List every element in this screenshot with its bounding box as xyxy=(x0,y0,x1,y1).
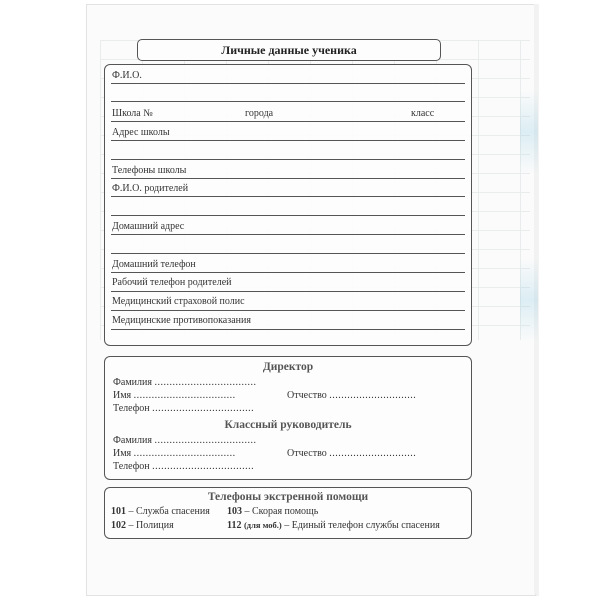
director-patronymic-dots: ............................. xyxy=(329,390,417,401)
emergency-ambulance xyxy=(227,506,318,517)
teacher-name-label: Имя xyxy=(113,448,132,459)
insurance-label: Медицинский страховой полис xyxy=(112,296,245,307)
school-no-label: Школа № xyxy=(112,108,153,119)
teacher-patronymic-field[interactable] xyxy=(287,448,416,459)
home-address-line[interactable] xyxy=(111,234,465,235)
contraindications-line[interactable] xyxy=(111,329,465,330)
parents-fio-label: Ф.И.О. родителей xyxy=(112,183,189,194)
emergency-unified xyxy=(227,520,440,531)
teacher-surname-field[interactable] xyxy=(113,435,256,446)
teacher-phone-label: Телефон xyxy=(113,461,150,472)
emergency-box xyxy=(104,487,472,539)
teacher-title: Классный руководитель xyxy=(224,419,352,431)
police-number: 102 xyxy=(111,520,126,531)
rescue-text: – Служба спасения xyxy=(128,506,210,517)
class-label: класс xyxy=(411,108,435,119)
school-address-line-2[interactable] xyxy=(111,159,465,160)
ambulance-text: – Скорая помощь xyxy=(244,506,319,517)
director-phone-field[interactable] xyxy=(113,403,254,414)
city-label: города xyxy=(245,108,274,119)
contraindications-label: Медицинские противопоказания xyxy=(112,315,251,326)
parents-work-phone-line[interactable] xyxy=(111,291,465,292)
director-phone-label: Телефон xyxy=(113,403,150,414)
police-text: – Полиция xyxy=(128,520,174,531)
home-address-label: Домашний адрес xyxy=(112,221,185,232)
teacher-phone-field[interactable] xyxy=(113,461,254,472)
director-title: Директор xyxy=(262,361,314,373)
personal-data-title: Личные данные ученика xyxy=(137,39,441,61)
school-address-label: Адрес школы xyxy=(112,127,170,138)
parents-fio-line-2[interactable] xyxy=(111,215,465,216)
director-surname-dots: .................................. xyxy=(154,377,257,388)
home-phone-line[interactable] xyxy=(111,272,465,273)
home-phone-label: Домашний телефон xyxy=(112,259,196,270)
school-line[interactable] xyxy=(111,121,465,122)
fio-label: Ф.И.О. xyxy=(112,70,142,81)
director-phone-dots: .................................. xyxy=(152,403,255,414)
school-phones-line[interactable] xyxy=(111,178,465,179)
show-through-color xyxy=(520,90,538,370)
teacher-name-field[interactable] xyxy=(113,448,236,459)
emergency-rescue xyxy=(111,506,210,517)
director-name-dots: .................................. xyxy=(133,390,236,401)
emergency-police xyxy=(111,520,174,531)
teacher-phone-dots: .................................. xyxy=(152,461,255,472)
school-phones-label: Телефоны школы xyxy=(112,165,187,176)
teacher-surname-dots: .................................. xyxy=(154,435,257,446)
director-name-field[interactable] xyxy=(113,390,236,401)
teacher-surname-label: Фамилия xyxy=(113,435,152,446)
unified-note: (для моб.) xyxy=(243,520,282,530)
unified-text: – Единый телефон службы спасения xyxy=(284,520,440,531)
parents-fio-line[interactable] xyxy=(111,196,465,197)
parents-work-phone-label: Рабочий телефон родителей xyxy=(112,277,232,288)
teacher-name-dots: .................................. xyxy=(133,448,236,459)
teacher-patronymic-dots: ............................. xyxy=(329,448,417,459)
school-address-line[interactable] xyxy=(111,140,465,141)
personal-data-form xyxy=(104,64,472,346)
teacher-patronymic-label: Отчество xyxy=(287,448,327,459)
emergency-title: Телефоны экстренной помощи xyxy=(207,491,369,503)
director-surname-field[interactable] xyxy=(113,377,256,388)
unified-number: 112 xyxy=(227,520,242,531)
contacts-box xyxy=(104,356,472,480)
ambulance-number: 103 xyxy=(227,506,242,517)
home-address-line-2[interactable] xyxy=(111,253,465,254)
director-patronymic-label: Отчество xyxy=(287,390,327,401)
insurance-line[interactable] xyxy=(111,310,465,311)
rescue-number: 101 xyxy=(111,506,126,517)
fio-line-2[interactable] xyxy=(111,101,465,102)
fio-line[interactable] xyxy=(111,83,465,84)
director-name-label: Имя xyxy=(113,390,132,401)
director-patronymic-field[interactable] xyxy=(287,390,416,401)
director-surname-label: Фамилия xyxy=(113,377,152,388)
